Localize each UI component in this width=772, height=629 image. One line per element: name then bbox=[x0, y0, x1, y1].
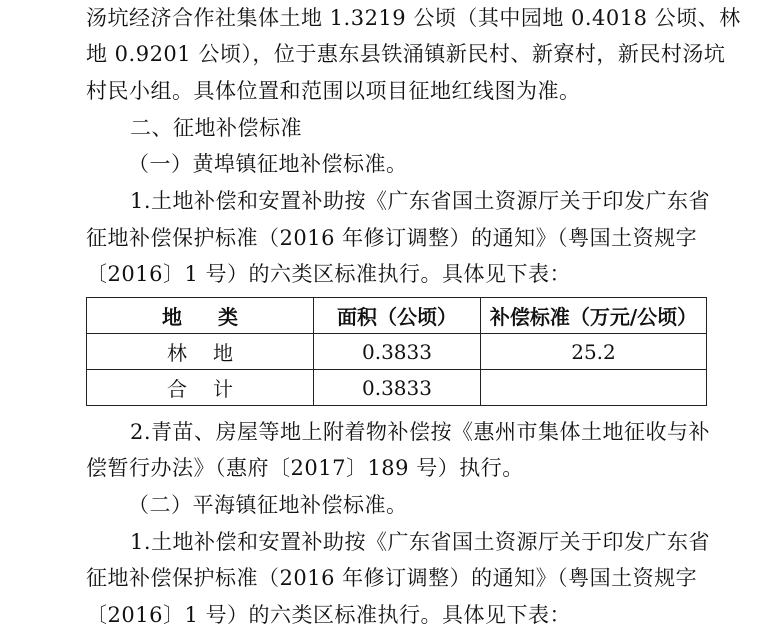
subsection-heading: （二）平海镇征地补偿标准。 bbox=[128, 493, 408, 517]
section-heading: 二、征地补偿标准 bbox=[130, 116, 302, 140]
paragraph-line: 征地补偿保护标准（2016 年修订调整）的通知》（粤国土资规字 bbox=[86, 226, 698, 250]
table-row bbox=[87, 334, 707, 370]
table-cell: 林地 bbox=[87, 334, 314, 370]
paragraph-line: 地 0.9201 公顷），位于惠东县铁涌镇新民村、新寮村，新民村汤坑 bbox=[86, 42, 726, 66]
table-cell: 0.3833 bbox=[314, 334, 481, 370]
table-cell: 0.3833 bbox=[314, 370, 481, 406]
table-header-cell: 地类 bbox=[87, 298, 314, 334]
paragraph-line: 1.土地补偿和安置补助按《广东省国土资源厅关于印发广东省 bbox=[130, 530, 711, 554]
paragraph-line: 村民小组。具体位置和范围以项目征地红线图为准。 bbox=[86, 79, 581, 103]
paragraph-line: 征地补偿保护标准（2016 年修订调整）的通知》（粤国土资规字 bbox=[86, 566, 698, 590]
compensation-table bbox=[86, 297, 707, 406]
table-header-row bbox=[87, 298, 707, 334]
paragraph-line: 〔2016〕1 号）的六类区标准执行。具体见下表： bbox=[86, 603, 571, 627]
table-cell: 合计 bbox=[87, 370, 314, 406]
paragraph-line: 〔2016〕1 号）的六类区标准执行。具体见下表： bbox=[86, 262, 571, 286]
paragraph-line: 偿暂行办法》（惠府〔2017〕189 号）执行。 bbox=[86, 456, 524, 480]
table-row bbox=[87, 370, 707, 406]
table-cell bbox=[481, 370, 707, 406]
table-header-cell: 面积（公顷） bbox=[314, 298, 481, 334]
table-header-cell: 补偿标准（万元/公顷） bbox=[481, 298, 707, 334]
paragraph-line: 汤坑经济合作社集体土地 1.3219 公顷（其中园地 0.4018 公顷、林 bbox=[86, 6, 741, 30]
subsection-heading: （一）黄埠镇征地补偿标准。 bbox=[128, 152, 408, 176]
table-cell: 25.2 bbox=[481, 334, 707, 370]
paragraph-line: 2.青苗、房屋等地上附着物补偿按《惠州市集体土地征收与补 bbox=[130, 420, 711, 444]
paragraph-line: 1.土地补偿和安置补助按《广东省国土资源厅关于印发广东省 bbox=[130, 189, 711, 213]
